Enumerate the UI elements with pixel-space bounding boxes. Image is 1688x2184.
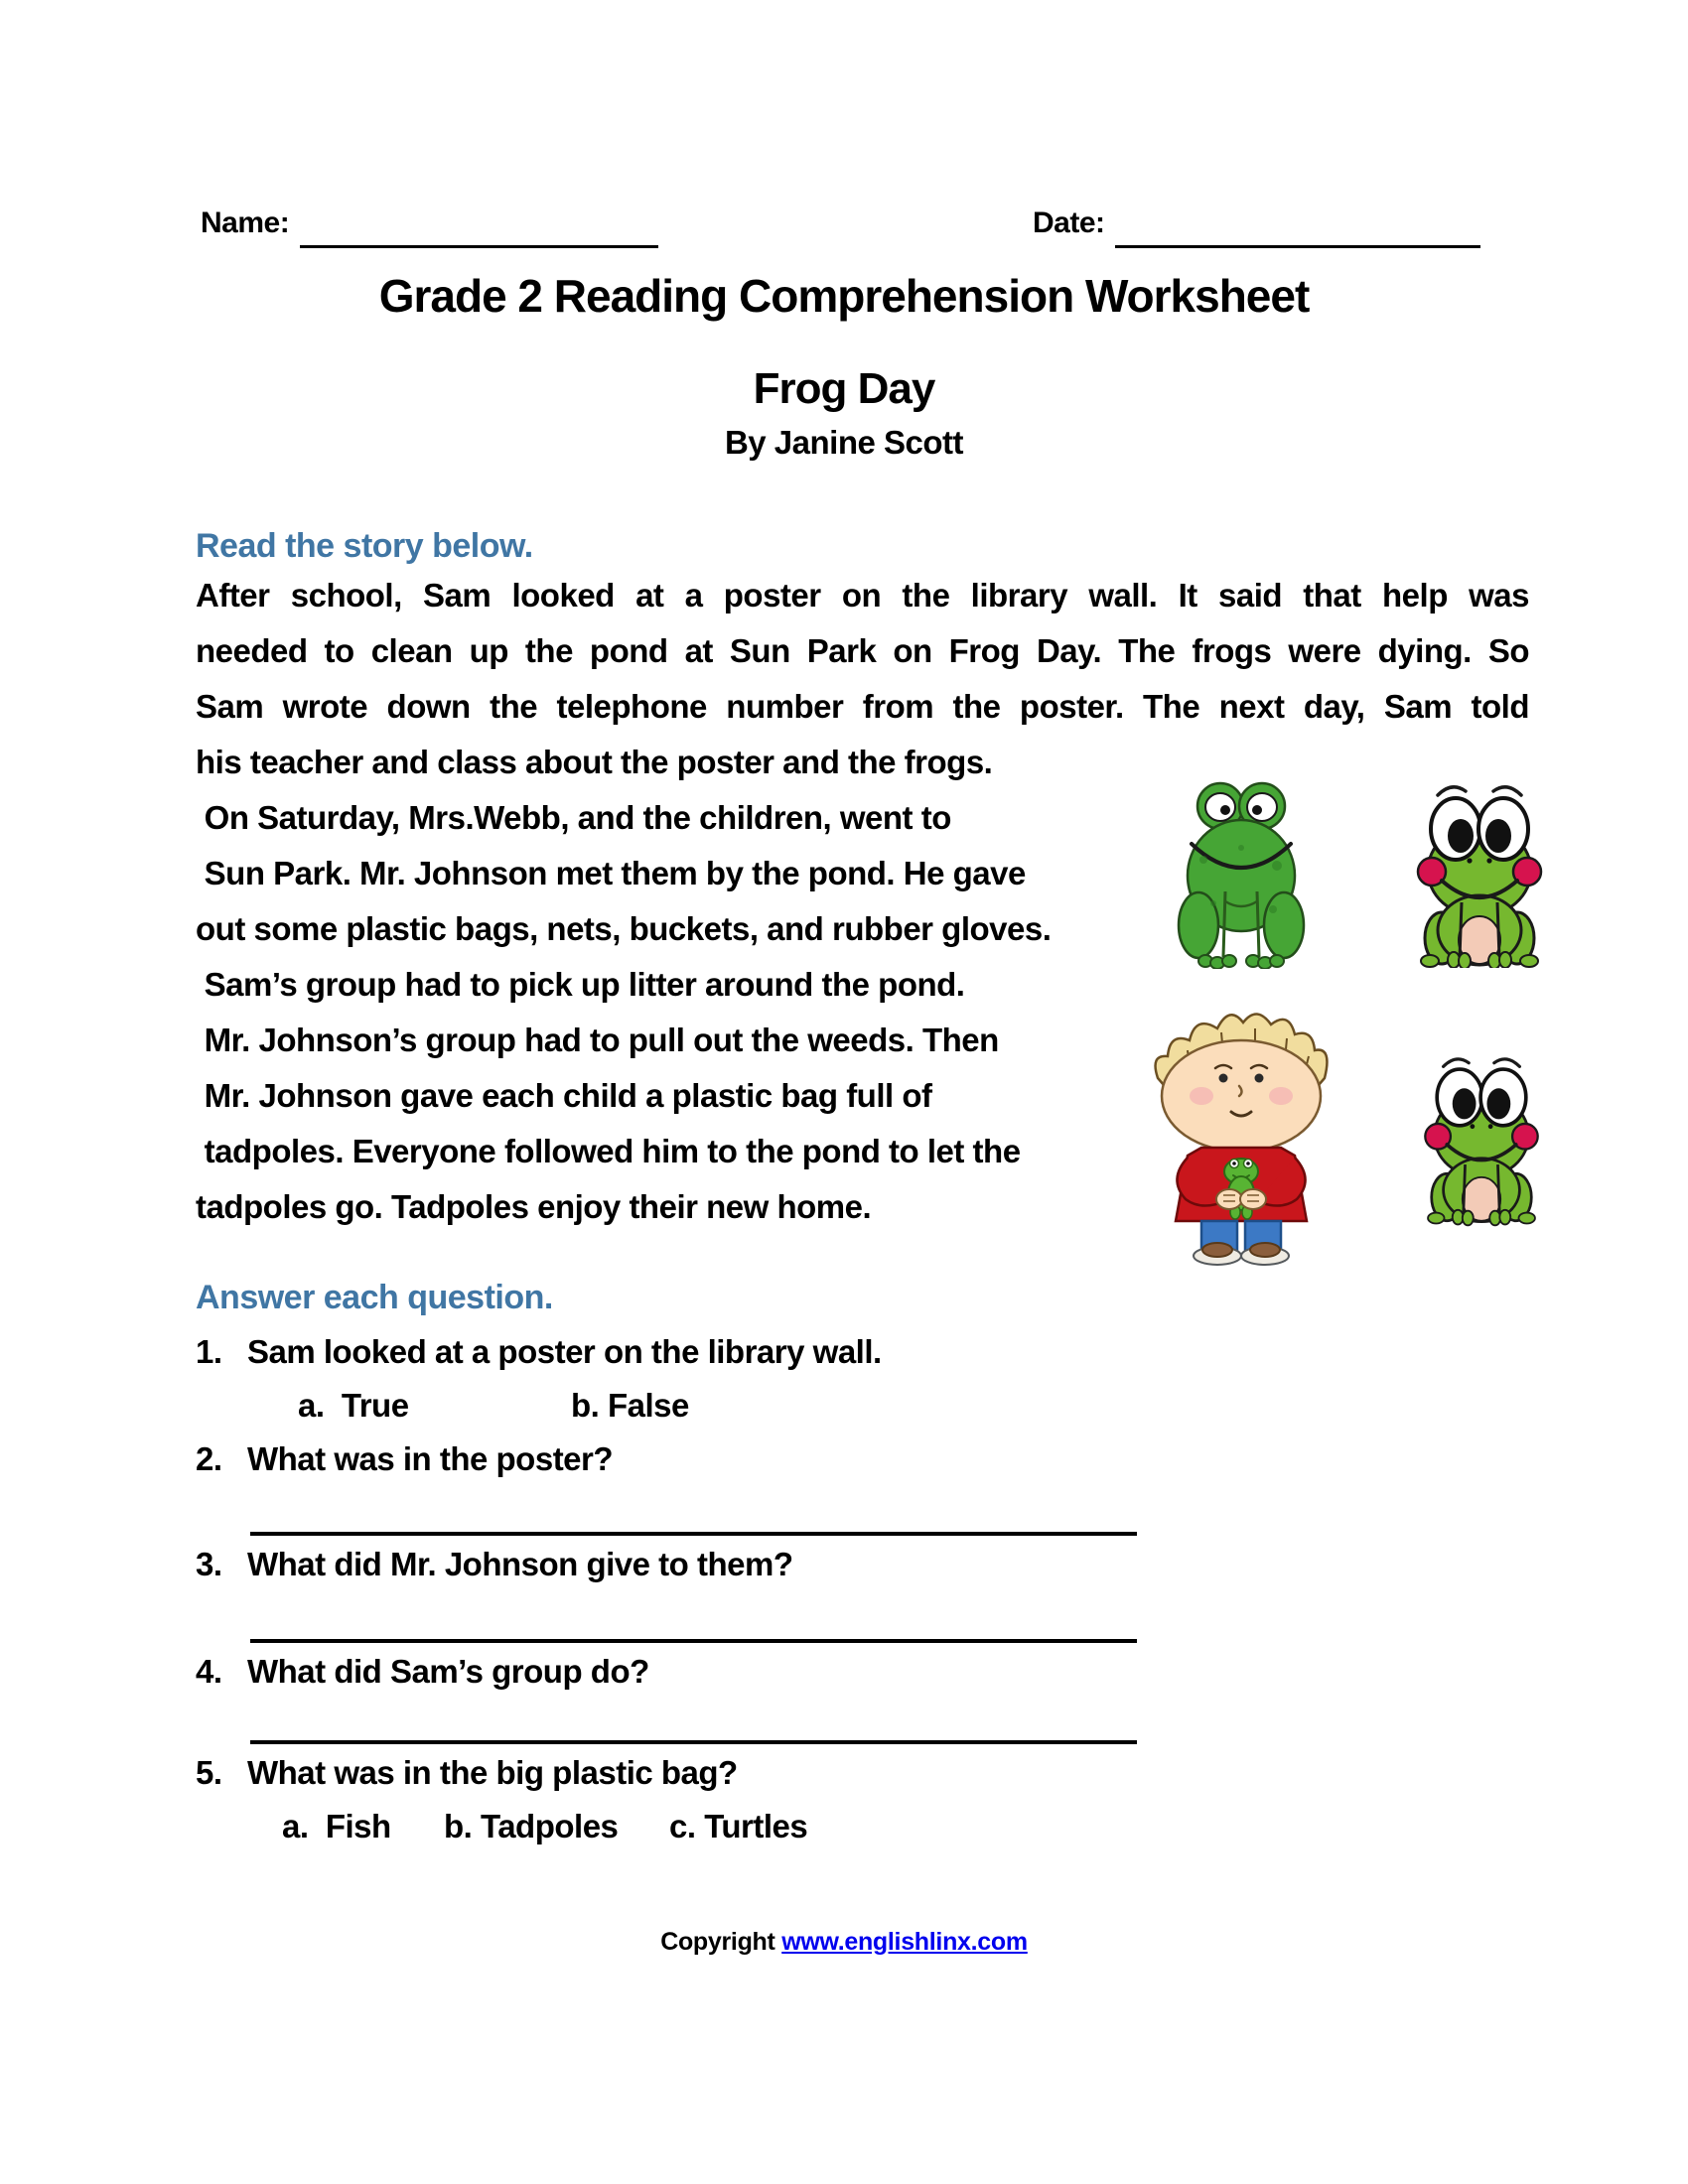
date-label: Date: <box>1033 206 1105 239</box>
name-blank-line <box>300 245 658 248</box>
question-1 <box>196 1332 1546 1388</box>
story-line: Sun Park. Mr. Johnson met them by the pond. He gave <box>196 855 1026 891</box>
question-5-options <box>196 1807 1546 1862</box>
question-number: 1. <box>196 1333 222 1370</box>
story-line: On Saturday, Mrs.Webb, and the children, went to <box>196 799 951 836</box>
story-line: Sam’s group had to pick up litter around the pond. <box>196 966 965 1003</box>
answer-blank-line <box>250 1639 1137 1643</box>
story-title: Frog Day <box>753 364 935 413</box>
question-number: 2. <box>196 1440 222 1477</box>
story-line: out some plastic bags, nets, buckets, and rubber gloves. <box>196 910 1052 947</box>
answer-questions-heading: Answer each question. <box>196 1279 553 1316</box>
story-line: tadpoles. Everyone followed him to the pond to let the <box>196 1133 1021 1169</box>
answer-blank-line <box>250 1740 1137 1744</box>
green-frog-image <box>1174 774 1308 969</box>
option-a: a. True <box>298 1387 409 1424</box>
question-text: What did Mr. Johnson give to them? <box>247 1546 793 1582</box>
question-5 <box>196 1753 1546 1809</box>
page-title: Grade 2 Reading Comprehension Worksheet <box>378 270 1310 322</box>
question-number: 5. <box>196 1754 222 1791</box>
story-line: Sam wrote down the telephone number from the poster. The next day, Sam told <box>196 688 1529 725</box>
name-label: Name: <box>201 206 290 239</box>
story-line: Mr. Johnson gave each child a plastic bag full of <box>196 1077 932 1114</box>
question-2 <box>196 1439 1546 1495</box>
story-byline: By Janine Scott <box>724 424 964 461</box>
story-line: After school, Sam looked at a poster on the library wall. It said that help was <box>196 577 1529 614</box>
copyright-label: Copyright <box>660 1928 782 1956</box>
option-a: a. Fish <box>282 1808 391 1844</box>
story-line: Mr. Johnson’s group had to pull out the weeds. Then <box>196 1022 999 1058</box>
question-text: What was in the big plastic bag? <box>247 1754 738 1791</box>
question-text: Sam looked at a poster on the library wall. <box>247 1333 882 1370</box>
footer-copyright <box>0 1928 1688 1957</box>
option-c: c. Turtles <box>669 1808 808 1844</box>
englishlinx-link[interactable]: www.englishlinx.com <box>781 1928 1028 1956</box>
story-text <box>196 568 1549 1235</box>
question-text: What did Sam’s group do? <box>247 1653 649 1690</box>
story-line: tadpoles go. Tadpoles enjoy their new home. <box>196 1188 872 1225</box>
red-cheek-frog-image-top <box>1410 769 1549 968</box>
answer-blank-line <box>250 1532 1137 1536</box>
question-3 <box>196 1545 1546 1600</box>
read-story-heading: Read the story below. <box>196 527 533 565</box>
story-line: his teacher and class about the poster and the frogs. <box>196 744 993 780</box>
option-b: b. False <box>571 1387 689 1424</box>
date-blank-line <box>1115 245 1480 248</box>
question-1-options <box>196 1386 1546 1441</box>
option-b: b. Tadpoles <box>444 1808 619 1844</box>
question-number: 4. <box>196 1653 222 1690</box>
question-number: 3. <box>196 1546 222 1582</box>
question-text: What was in the poster? <box>247 1440 614 1477</box>
question-4 <box>196 1652 1546 1707</box>
boy-holding-frog-image <box>1144 981 1338 1266</box>
red-cheek-frog-image-bottom <box>1418 1009 1545 1259</box>
story-line: needed to clean up the pond at Sun Park on Frog Day. The frogs were dying. So <box>196 632 1529 669</box>
